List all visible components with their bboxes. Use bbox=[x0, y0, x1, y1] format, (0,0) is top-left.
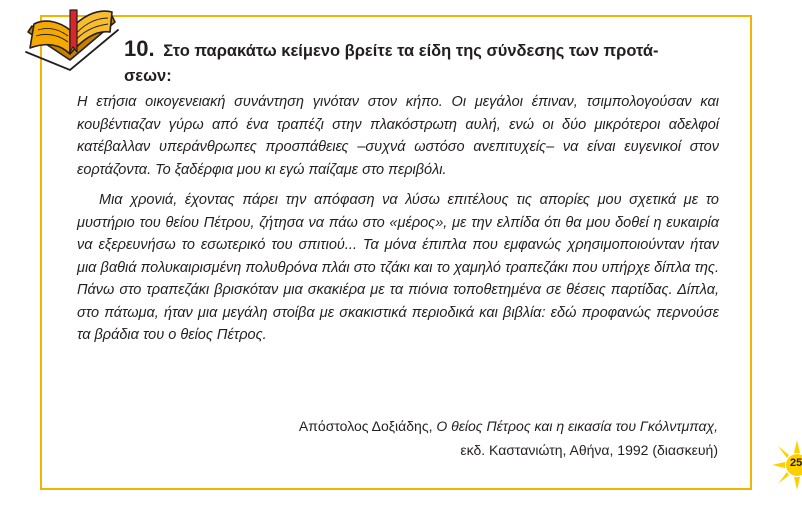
exercise-number: 10. bbox=[124, 36, 155, 61]
exercise-instruction bbox=[124, 36, 714, 89]
excerpt-text bbox=[77, 91, 719, 347]
source-citation bbox=[299, 414, 718, 462]
citation-publisher: εκδ. Καστανιώτη, Αθήνα, 1992 (διασκευή) bbox=[460, 442, 718, 458]
instruction-line1: Στο παρακάτω κείμενο βρείτε τα είδη της σύνδεσης των προτά- bbox=[163, 42, 659, 60]
citation-line1 bbox=[299, 414, 718, 438]
citation-author: Απόστολος Δοξιάδης, bbox=[298, 418, 437, 434]
instruction-line2: σεων: bbox=[124, 67, 172, 85]
excerpt-paragraph-1: Η ετήσια οικογενειακή συνάντηση γινόταν στον κήπο. Οι μεγάλοι έπιναν, τσιμπολογούσαν και κουβέντιαζαν γύρω από ένα τραπέζι στην πλακόστρωτη αυλή, ενώ οι δύο μικρότεροι αδελφοί κατέβαλλαν υπεράνθρωπες προσπάθειες –συχνά ωστόσο ανεπιτυχείς– να είναι ευγενικοί στον εορτάζοντα. Το ξαδέρφια μου κι εγώ παίζαμε στο περιβόλι. bbox=[77, 94, 719, 178]
page-number: 25 bbox=[790, 457, 802, 469]
citation-book-title: Ο θείος Πέτρος και η εικασία του Γκόλντμπαχ, bbox=[436, 418, 718, 434]
open-book-icon bbox=[20, 2, 120, 74]
excerpt-paragraph-2: Μια χρονιά, έχοντας πάρει την απόφαση να λύσω επιτέλους τις απορίες μου σχετικά με το μυστήριο του θείου Πέτρου, ζήτησα να πάω στο «μέρος», με την ελπίδα ότι θα μου δοθεί η ευκαιρία να εξερευνήσω το εσωτερικό του σπιτιού... Τα μόνα έπιπλα που εμφανώς χρησιμοποιούνταν ήταν μια βαθιά πολυκαιρισμένη πολυθρόνα πλάι στο τζάκι και το χαμηλό τραπεζάκι που υπήρχε δίπλα της. Πάνω στο τραπεζάκι βρισκόταν μια σκακιέρα με τα πιόνια τοποθετημένα σε θέσεις παρτίδας. Δίπλα, στο πάτωμα, ήταν μια μεγάλη στοίβα με σκακιστικά περιοδικά και βιβλία: εδώ προφανώς περνούσε τα βράδια του ο θείος Πέτρος. bbox=[77, 192, 719, 343]
